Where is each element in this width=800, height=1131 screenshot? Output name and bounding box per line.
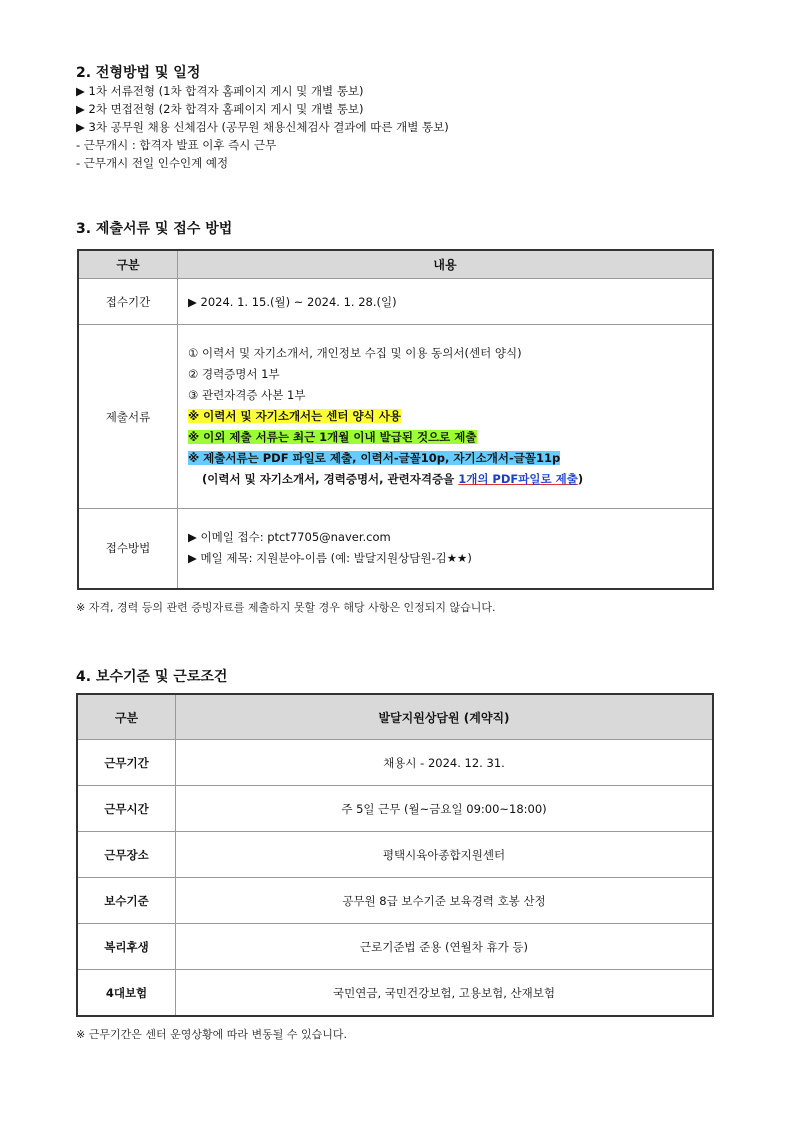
method-subject: ▶ 메일 제목: 지원분야-이름 (예: 발달지원상담원-김★★) xyxy=(188,551,472,566)
conditions-table xyxy=(76,693,714,1017)
section2-line-1: ▶ 1차 서류전형 (1차 합격자 홈페이지 게시 및 개별 통보) xyxy=(76,84,364,98)
docs-pdf-note-b: 1개의 PDF파일로 제출 xyxy=(458,472,578,486)
table-row xyxy=(78,509,713,589)
submission-table xyxy=(77,249,714,590)
section2-line-2: ▶ 2차 면접전형 (2차 합격자 홈페이지 게시 및 개별 통보) xyxy=(76,102,364,116)
docs-pdf-note-a: (이력서 및 자기소개서, 경력증명서, 관련자격증을 xyxy=(202,472,459,486)
row-value: 채용시 - 2024. 12. 31. xyxy=(176,740,714,786)
row-value: 주 5일 근무 (월~금요일 09:00~18:00) xyxy=(176,786,714,832)
docs-highlight-3: ※ 제출서류는 PDF 파일로 제출, 이력서-글꼴10p, 자기소개서-글꼴11p xyxy=(188,451,561,465)
period-label: 접수기간 xyxy=(78,279,178,325)
row-label: 근무시간 xyxy=(77,786,176,832)
row-label: 근무장소 xyxy=(77,832,176,878)
header-category: 구분 xyxy=(78,250,178,279)
table-row xyxy=(78,279,713,325)
section2-line-3: ▶ 3차 공무원 채용 신체검사 (공무원 채용신체검사 결과에 따른 개별 통보) xyxy=(76,120,449,134)
header-content: 내용 xyxy=(178,250,714,279)
row-label: 보수기준 xyxy=(77,878,176,924)
table-row xyxy=(77,740,713,786)
docs-item-3: ③ 관련자격증 사본 1부 xyxy=(188,388,306,402)
header-category: 구분 xyxy=(77,694,176,740)
table-row xyxy=(77,970,713,1017)
method-value xyxy=(178,509,714,589)
docs-item-1: ① 이력서 및 자기소개서, 개인정보 수집 및 이용 동의서(센터 양식) xyxy=(188,346,522,360)
docs-highlight-2: ※ 이외 제출 서류는 최근 1개월 이내 발급된 것으로 제출 xyxy=(188,430,477,444)
table-row xyxy=(77,786,713,832)
row-value: 공무원 8급 보수기준 보육경력 호봉 산정 xyxy=(176,878,714,924)
section4-note: ※ 근무기간은 센터 운영상황에 따라 변동될 수 있습니다. xyxy=(76,1028,347,1041)
table-header-row xyxy=(78,250,713,279)
row-value: 근로기준법 준용 (연월차 휴가 등) xyxy=(176,924,714,970)
row-label: 근무기간 xyxy=(77,740,176,786)
table-row xyxy=(77,832,713,878)
section4-title: 4. 보수기준 및 근로조건 xyxy=(76,669,228,685)
table-row xyxy=(77,878,713,924)
table-row xyxy=(77,924,713,970)
section2-line-5: - 근무개시 전일 인수인계 예정 xyxy=(76,156,229,170)
row-label: 복리후생 xyxy=(77,924,176,970)
docs-label: 제출서류 xyxy=(78,325,178,509)
row-value: 국민연금, 국민건강보험, 고용보험, 산재보험 xyxy=(176,970,714,1017)
table-header-row xyxy=(77,694,713,740)
section3-note: ※ 자격, 경력 등의 관련 증빙자료를 제출하지 못할 경우 해당 사항은 인정되지 않습니다. xyxy=(76,601,496,614)
section2-line-4: - 근무개시 : 합격자 발표 이후 즉시 근무 xyxy=(76,138,277,152)
docs-value xyxy=(178,325,714,509)
docs-pdf-note-c: ) xyxy=(577,472,584,486)
method-label: 접수방법 xyxy=(78,509,178,589)
docs-pdf-note xyxy=(188,469,711,490)
section3-title: 3. 제출서류 및 접수 방법 xyxy=(76,221,233,237)
row-label: 4대보험 xyxy=(77,970,176,1017)
period-value: ▶ 2024. 1. 15.(월) ~ 2024. 1. 28.(일) xyxy=(178,279,714,325)
section2-title: 2. 전형방법 및 일정 xyxy=(76,65,201,81)
row-value: 평택시육아종합지원센터 xyxy=(176,832,714,878)
method-email: ▶ 이메일 접수: ptct7705@naver.com xyxy=(188,530,391,545)
docs-item-2: ② 경력증명서 1부 xyxy=(188,367,280,381)
table-row xyxy=(78,325,713,509)
header-position: 발달지원상담원 (계약직) xyxy=(176,694,714,740)
docs-highlight-1: ※ 이력서 및 자기소개서는 센터 양식 사용 xyxy=(188,409,401,423)
